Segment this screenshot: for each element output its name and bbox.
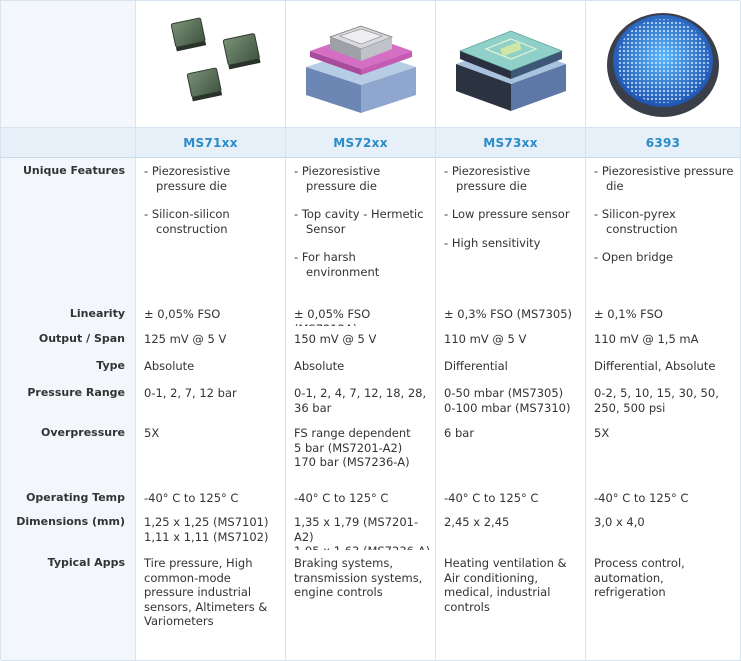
feature-item: - Silicon-silicon construction [144, 207, 281, 236]
feature-item: - Piezoresistive pressure die [144, 164, 281, 193]
overpressure-ms71xx: 5X [136, 420, 286, 485]
features-ms71xx [136, 158, 286, 301]
product-name-ms72xx: MS72xx [286, 128, 436, 158]
row-label-features: Unique Features [1, 158, 136, 301]
row-label-overpressure: Overpressure [1, 420, 136, 485]
range-ms72xx: 0-1, 2, 4, 7, 12, 18, 28, 36 bar [286, 380, 436, 420]
apps-6393: Process control, automation, refrigeration [586, 550, 741, 661]
product-image-ms71xx [136, 1, 286, 128]
dims-ms72xx: 1,35 x 1,79 (MS7201-A2) [286, 509, 436, 550]
output-ms73xx: 110 mV @ 5 V [436, 326, 586, 353]
product-name-ms71xx: MS71xx [136, 128, 286, 158]
features-ms72xx [286, 158, 436, 301]
row-label-temp: Operating Temp [1, 485, 136, 509]
overpressure-6393: 5X [586, 420, 741, 485]
feature-item: - Low pressure sensor [444, 207, 581, 222]
corner-cell [1, 1, 136, 128]
output-ms71xx: 125 mV @ 5 V [136, 326, 286, 353]
feature-item: - Open bridge [594, 250, 736, 265]
type-ms73xx: Differential [436, 353, 586, 380]
apps-ms71xx: Tire pressure, High common-mode pressure industrial sensors, Altimeters & Variometers [136, 550, 286, 661]
overpressure-ms72xx: FS range dependent 5 bar (MS7201-A2) 170 bar (MS7236-A) [286, 420, 436, 485]
product-image-ms72xx [286, 1, 436, 128]
output-6393: 110 mV @ 1,5 mA [586, 326, 741, 353]
feature-item: - High sensitivity [444, 236, 581, 251]
output-ms72xx: 150 mV @ 5 V [286, 326, 436, 353]
dims-ms73xx: 2,45 x 2,45 [436, 509, 586, 550]
type-6393: Differential, Absolute [586, 353, 741, 380]
linearity-ms71xx: ± 0,05% FSO [136, 301, 286, 326]
features-6393 [586, 158, 741, 301]
product-image-6393 [586, 1, 741, 128]
temp-ms72xx: -40° C to 125° C [286, 485, 436, 509]
range-6393: 0-2, 5, 10, 15, 30, 50, 250, 500 psi [586, 380, 741, 420]
linearity-6393: ± 0,1% FSO [586, 301, 741, 326]
dims-ms71xx: 1,25 x 1,25 (MS7101) 1,11 x 1,11 (MS7102) [136, 509, 286, 550]
temp-6393: -40° C to 125° C [586, 485, 741, 509]
overpressure-ms73xx: 6 bar [436, 420, 586, 485]
feature-item: - Piezoresistive pressure die [444, 164, 581, 193]
feature-item: - Piezoresistive pressure die [594, 164, 736, 193]
row-label-apps: Typical Apps [1, 550, 136, 661]
type-ms71xx: Absolute [136, 353, 286, 380]
row-label-range: Pressure Range [1, 380, 136, 420]
apps-ms72xx: Braking systems, transmission systems, engine controls [286, 550, 436, 661]
feature-item: - Piezoresistive pressure die [294, 164, 431, 193]
apps-ms73xx: Heating ventilation & Air conditioning, medical, industrial controls [436, 550, 586, 661]
row-label-output: Output / Span [1, 326, 136, 353]
row-label-linearity: Linearity [1, 301, 136, 326]
product-name-ms73xx: MS73xx [436, 128, 586, 158]
product-name-6393: 6393 [586, 128, 741, 158]
temp-ms73xx: -40° C to 125° C [436, 485, 586, 509]
linearity-ms72xx: ± 0,05% FSO [286, 301, 436, 326]
range-ms71xx: 0-1, 2, 7, 12 bar [136, 380, 286, 420]
feature-item: - Top cavity - Hermetic Sensor [294, 207, 431, 236]
product-image-ms73xx [436, 1, 586, 128]
feature-item: - For harsh environment [294, 250, 431, 279]
dims-6393: 3,0 x 4,0 [586, 509, 741, 550]
row-label-type: Type [1, 353, 136, 380]
type-ms72xx: Absolute [286, 353, 436, 380]
features-ms73xx [436, 158, 586, 301]
temp-ms71xx: -40° C to 125° C [136, 485, 286, 509]
range-ms73xx: 0-50 mbar (MS7305) 0-100 mbar (MS7310) [436, 380, 586, 420]
feature-item: - Silicon-pyrex construction [594, 207, 736, 236]
name-row-corner [1, 128, 136, 158]
row-label-dims: Dimensions (mm) [1, 509, 136, 550]
linearity-ms73xx: ± 0,3% FSO (MS7305) [436, 301, 586, 326]
